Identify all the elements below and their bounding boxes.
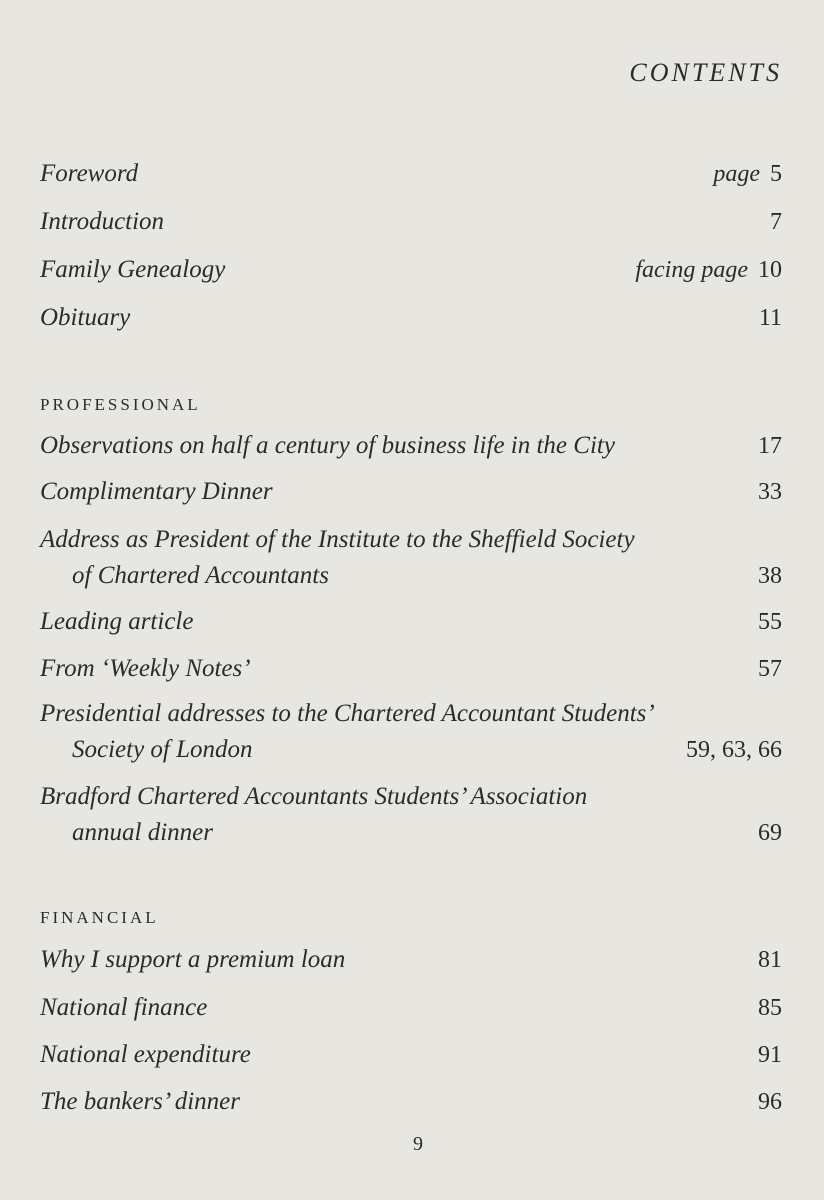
toc-entry [40,1041,782,1077]
entry-title: National finance [40,994,208,1021]
entry-page: facing page 10 [635,257,782,283]
toc-entry-foreword [40,160,782,196]
entry-page: 59, 63, 66 [686,737,782,763]
entry-title: Observations on half a century of business life in the City [40,432,615,459]
entry-title: Obituary [40,304,131,331]
entry-page: 69 [758,820,782,846]
entry-page: 33 [758,479,782,505]
page-number-folio: 9 [413,1133,423,1155]
entry-title-continuation: Society of London [72,736,253,763]
section-heading-financial: FINANCIAL [40,908,159,927]
entry-title: Address as President of the Institute to the Sheffield Society [40,526,635,553]
entry-page: 55 [758,609,782,635]
entry-title: Bradford Chartered Accountants Students’ Association [40,783,588,810]
entry-page: 38 [758,563,782,589]
entry-title: Family Genealogy [40,256,226,283]
entry-title: Presidential addresses to the Chartered Accountant Students’ [40,700,655,727]
entry-title: From ‘Weekly Notes’ [40,655,251,682]
toc-entry [40,700,782,772]
toc-entry [40,432,782,468]
toc-entry-obituary [40,304,782,340]
entry-page: page 5 [713,161,782,187]
entry-title: The bankers’ dinner [40,1088,240,1115]
entry-title-continuation: of Chartered Accountants [72,562,329,589]
toc-entry-introduction [40,208,782,244]
entry-page: 57 [758,656,782,682]
toc-entry [40,526,782,598]
page-prefix: page [713,161,760,187]
toc-entry [40,608,782,644]
entry-title: Complimentary Dinner [40,478,273,505]
entry-title: National expenditure [40,1041,251,1068]
toc-entry [40,478,782,514]
entry-title: Foreword [40,160,139,187]
toc-entry [40,1088,782,1124]
page-prefix: facing page [635,257,748,283]
entry-page: 81 [758,947,782,973]
entry-page: 85 [758,995,782,1021]
entry-page: 11 [758,305,782,331]
entry-title: Why I support a premium loan [40,946,346,973]
entry-page: 17 [758,433,782,459]
section-heading-professional: PROFESSIONAL [40,395,201,414]
toc-entry [40,946,782,982]
toc-entry [40,994,782,1030]
toc-entry-family-genealogy [40,256,782,292]
page-title: CONTENTS [629,58,782,87]
entry-page: 91 [758,1042,782,1068]
entry-title-continuation: annual dinner [72,819,213,846]
entry-page: 96 [758,1089,782,1115]
entry-title: Introduction [40,208,165,235]
toc-entry [40,655,782,691]
entry-title: Leading article [40,608,194,635]
toc-entry [40,783,782,855]
entry-page: 7 [770,209,782,235]
